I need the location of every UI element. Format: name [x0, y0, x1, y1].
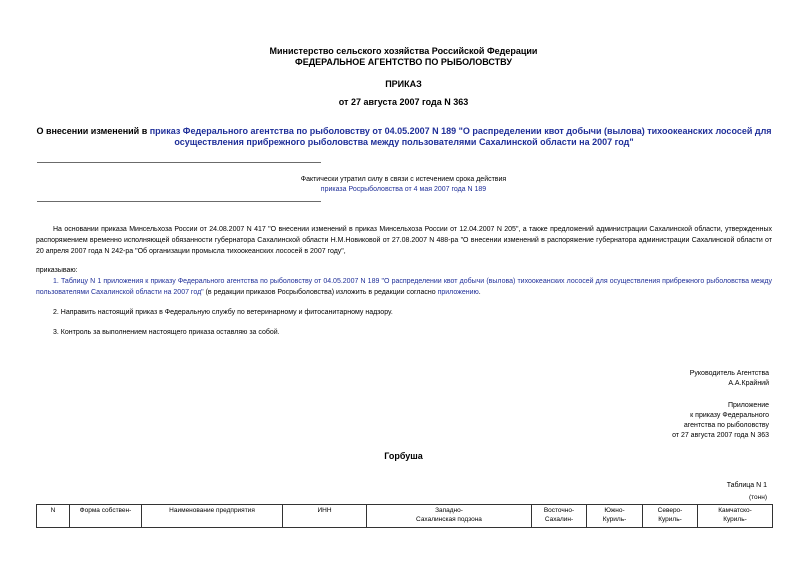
- table-header-row: [37, 505, 773, 528]
- col-inn: ИНН: [283, 505, 367, 528]
- col-north-kuril: Северо- Куриль-: [643, 505, 698, 528]
- document-title: [36, 126, 772, 148]
- col-east-sakhalin: Восточно- Сахалин-: [532, 505, 587, 528]
- annex-link[interactable]: приложению: [437, 289, 479, 296]
- title-prefix: О внесении изменений в: [36, 126, 150, 136]
- col-south-kuril: Южно- Куриль-: [587, 505, 643, 528]
- item1-law-link[interactable]: 1. Таблицу N 1 приложения к приказу Федерального агентства по рыболовству от 04.05.2007 N 189 "О распределении квот добычи (вылова) тихоокеанских лососей для осуществления прибрежного рыболовства между пользователями Сахалинской области на 2007 год": [36, 278, 772, 296]
- ministry-name: Министерство сельского хозяйства Российской Федерации: [269, 46, 538, 56]
- preamble-paragraph: На основании приказа Минсельхоза России от 24.08.2007 N 417 "О внесении изменений в приказ Минсельхоза России от 12.04.2007 N 205", а также предложений администрации Сахалинской области, утвержденных распоряжением временно исполняющей обязанности губернатора Сахалинской области Н.М.Новиковой от 27.08.2007 N 488-ра "О внесении изменений в распоряжение губернатора администрации Сахалинской области от 20 апреля 2007 года N 242-ра "Об организации промысла тихоокеанских лососей в 2007 году",: [36, 226, 772, 255]
- divider-bottom: [37, 201, 321, 202]
- species-title: Горбуша: [384, 451, 423, 461]
- annex-line-1: Приложение: [727, 402, 769, 409]
- divider-top: [37, 162, 321, 163]
- col-enterprise: Наименование предприятия: [142, 505, 283, 528]
- col-ownership: Форма собствен-: [70, 505, 142, 528]
- col-kamchatka-kuril: Камчатско- Куриль-: [698, 505, 773, 528]
- annex-line-3: агентства по рыболовству: [683, 422, 769, 429]
- title-link[interactable]: приказ Федерального агентства по рыболовству от 04.05.2007 N 189 "О распределении квот добычи (вылова) тихоокеанских лососей для осуществления прибрежного рыболовства между пользователями Сахалинской области на 2007 год": [149, 126, 772, 147]
- agency-name: ФЕДЕРАЛЬНОЕ АГЕНТСТВО ПО РЫБОЛОВСТВУ: [295, 57, 512, 67]
- document-type: ПРИКАЗ: [385, 79, 422, 89]
- status-note: Фактически утратил силу в связи с истечением срока действия: [300, 176, 507, 183]
- table-units: (тонн): [748, 494, 767, 501]
- annex-line-4: от 27 августа 2007 года N 363: [672, 432, 769, 439]
- annex-line-2: к приказу Федерального: [690, 412, 769, 419]
- col-west-sakhalin: Западно- Сахалинская подзона: [367, 505, 532, 528]
- document-date: от 27 августа 2007 года N 363: [338, 97, 469, 107]
- signatory-position: Руководитель Агентства: [689, 370, 769, 377]
- col-number: N: [37, 505, 70, 528]
- status-note-link[interactable]: приказа Росрыболовства от 4 мая 2007 года N 189: [320, 186, 487, 193]
- item1-text: (в редакции приказов Росрыболовства) изложить в редакции согласно: [203, 289, 438, 296]
- order-item-1: [36, 276, 772, 298]
- signatory-name: А.А.Крайний: [728, 380, 769, 387]
- order-item-2: 2. Направить настоящий приказ в Федеральную службу по ветеринарному и фитосанитарному надзору.: [53, 309, 393, 316]
- item1-end: .: [478, 289, 481, 296]
- order-item-3: 3. Контроль за выполнением настоящего приказа оставляю за собой.: [53, 329, 280, 336]
- quota-table: [36, 504, 773, 528]
- order-word: приказываю:: [36, 267, 78, 274]
- table-caption: Таблица N 1: [726, 482, 767, 489]
